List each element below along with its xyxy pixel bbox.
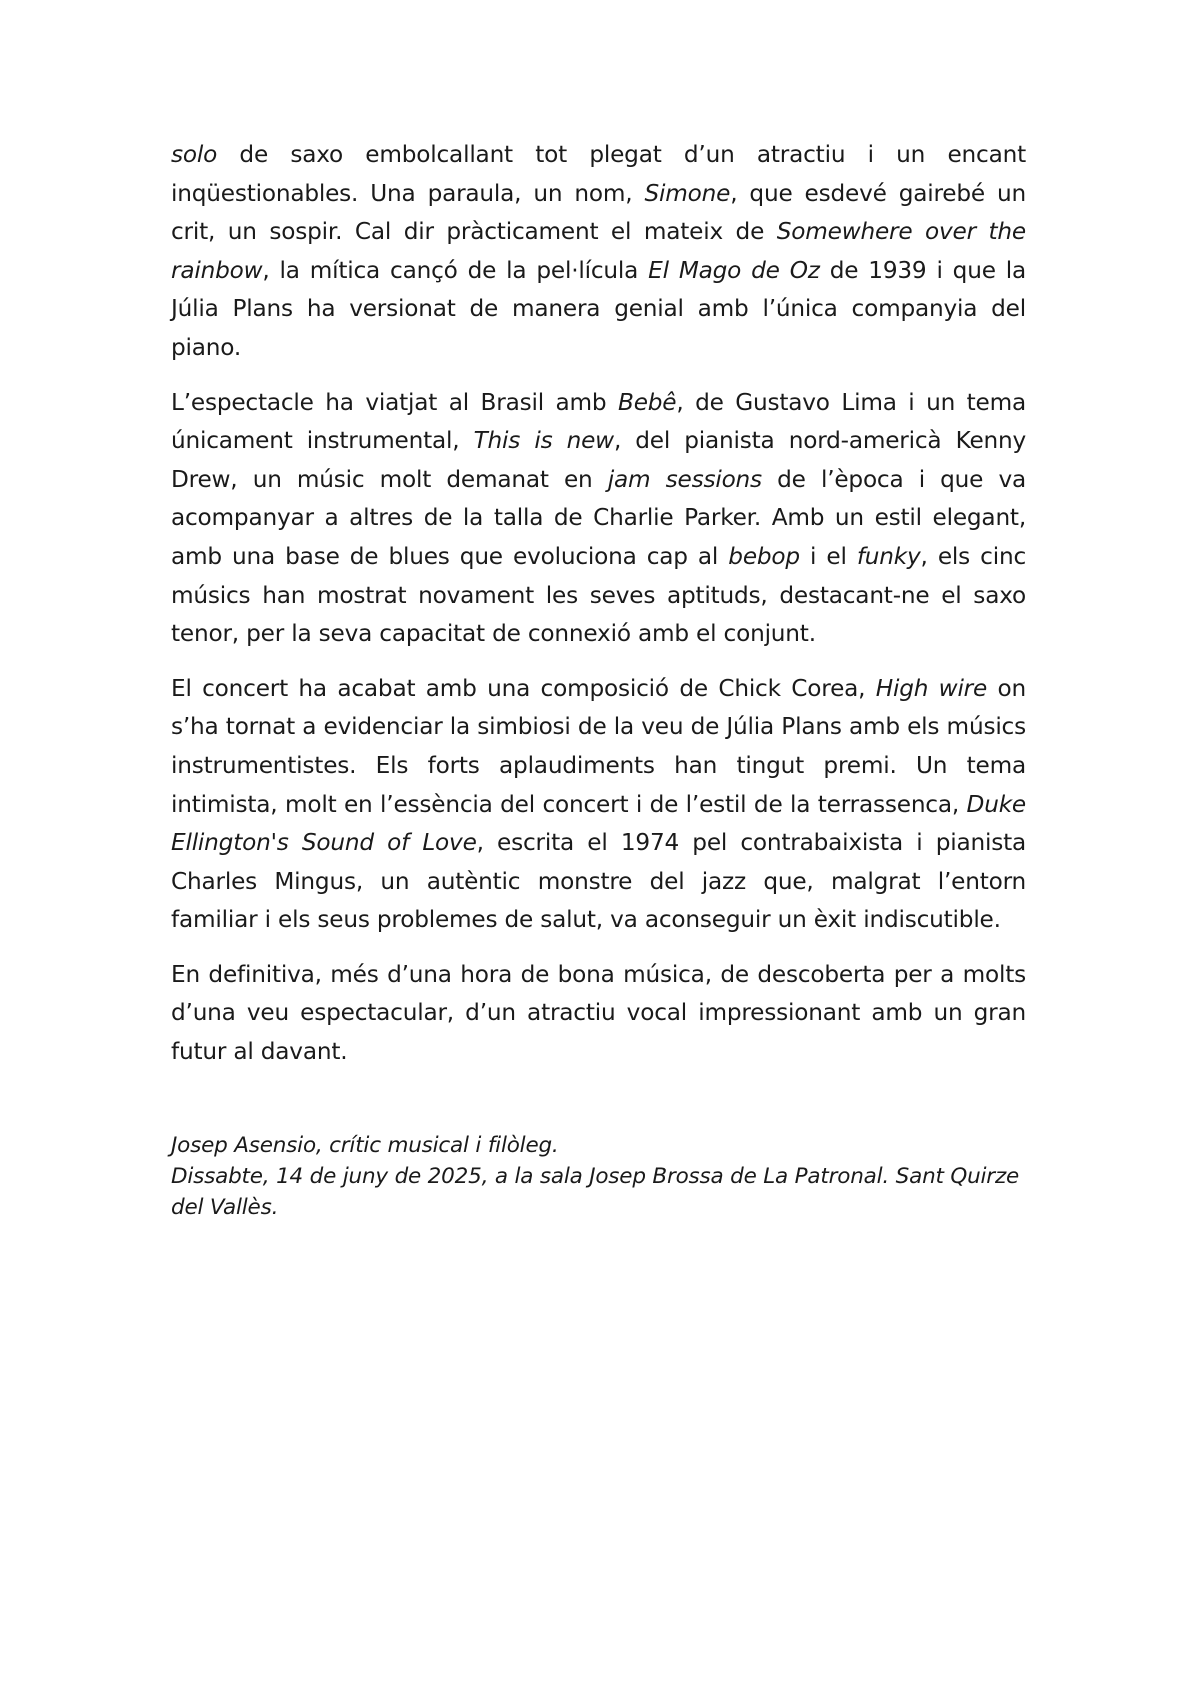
article-paragraph bbox=[171, 136, 1026, 368]
italic-title: Bebê bbox=[618, 388, 677, 416]
italic-title: Duke Ellington's Sound of Love bbox=[171, 790, 1026, 857]
text-run: , que esdevé gairebé un crit, un sospir. Cal dir pràcticament el mateix de bbox=[171, 179, 1026, 246]
italic-title: funky bbox=[856, 542, 921, 570]
italic-title: Somewhere over the rainbow bbox=[171, 218, 1026, 284]
text-run: , escrita el 1974 pel contrabaixista i pianista Charles Mingus, un autèntic monstre del jazz que, malgrat l’entorn familiar i els seus problemes de salut, va aconseguir un èxit indiscutible. bbox=[171, 829, 1026, 934]
text-run: , de Gustavo Lima i un tema únicament instrumental, bbox=[171, 388, 1026, 455]
text-run: En definitiva, més d’una hora de bona música, de descoberta per a molts d’una veu espectacular, d’un atractiu vocal impressionant amb un gran futur al davant. bbox=[171, 960, 1026, 1066]
article-paragraph bbox=[171, 384, 1026, 654]
text-run: , del pianista nord-americà Kenny Drew, un músic molt demanat en bbox=[171, 427, 1027, 493]
text-run: , la mítica cançó de la pel·lícula bbox=[262, 256, 649, 284]
italic-title: solo bbox=[171, 141, 218, 168]
italic-title: bebop bbox=[728, 542, 800, 570]
italic-title: High wire bbox=[875, 674, 988, 702]
italic-title: El Mago de Oz bbox=[648, 256, 820, 284]
text-run: , els cinc músics han mostrat novament les seves aptituds, destacant-ne el saxo tenor, per la seva capacitat de connexió amb el conjunt. bbox=[171, 542, 1026, 648]
text-run: de l’època i que va acompanyar a altres de la talla de Charlie Parker. Amb un estil elegant, amb una base de blues que evoluciona cap al bbox=[171, 465, 1026, 570]
signature-event: Dissabte, 14 de juny de 2025, a la sala Josep Brossa de La Patronal. Sant Quirze del Vallès. bbox=[171, 1163, 1020, 1220]
article-paragraph bbox=[171, 956, 1026, 1072]
text-run: on s’ha tornat a evidenciar la simbiosi de la veu de Júlia Plans amb els músics instrumentistes. Els forts aplaudiments han tingut premi. Un tema intimista, molt en l’essència del concert i de l’estil de la terrassenca, bbox=[171, 674, 1027, 818]
signature-author: Josep Asensio, crític musical i filòleg. bbox=[171, 1132, 559, 1158]
signature-block bbox=[171, 1130, 1026, 1223]
text-run: i el bbox=[799, 542, 857, 570]
text-run: L’espectacle ha viatjat al Brasil amb bbox=[171, 388, 618, 416]
text-run: El concert ha acabat amb una composició de Chick Corea, bbox=[171, 674, 876, 702]
article-page bbox=[171, 136, 1026, 1223]
italic-title: This is new bbox=[473, 427, 614, 455]
text-run: de saxo embolcallant tot plegat d’un atractiu i un encant inqüestionables. Una paraula, un nom, bbox=[171, 141, 1026, 207]
article-body bbox=[171, 136, 1026, 1072]
italic-title: Simone bbox=[644, 179, 731, 207]
italic-title: jam sessions bbox=[607, 465, 762, 493]
text-run: de 1939 i que la Júlia Plans ha versionat de manera genial amb l’única companyia del piano. bbox=[171, 256, 1026, 361]
article-paragraph bbox=[171, 670, 1026, 940]
